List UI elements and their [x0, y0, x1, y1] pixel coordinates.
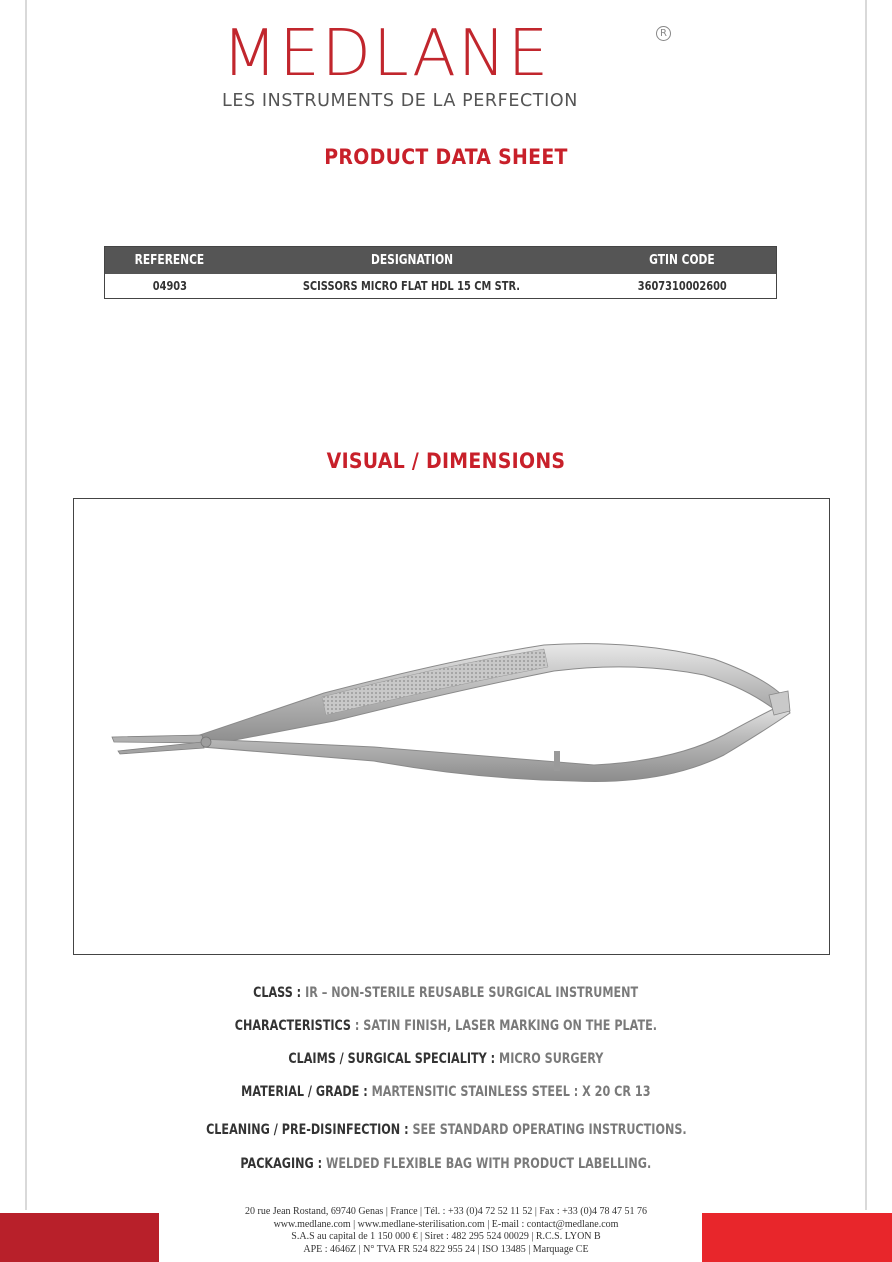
cell-designation: SCISSORS MICRO FLAT HDL 15 CM STR.	[303, 279, 521, 293]
medlane-logo	[222, 17, 682, 117]
header-reference: REFERENCE	[105, 247, 235, 275]
footer-address: 20 rue Jean Rostand, 69740 Genas | France | Tél. : +33 (0)4 72 52 11 52 | Fax : +33 (0)4 78 47 51 76	[245, 1206, 647, 1217]
product-visual-frame	[73, 498, 830, 955]
spec-class: CLASS : IR – NON-STERILE REUSABLE SURGICAL INSTRUMENT	[253, 985, 639, 1001]
spec-material: MATERIAL / GRADE : MARTENSITIC STAINLESS STEEL : X 20 CR 13	[241, 1084, 651, 1100]
spec-cleaning: CLEANING / PRE-DISINFECTION : SEE STANDARD OPERATING INSTRUCTIONS.	[205, 1122, 687, 1138]
header-gtin-code: GTIN CODE	[589, 247, 777, 275]
table-header-row	[105, 247, 777, 275]
spec-characteristics: CHARACTERISTICS : SATIN FINISH, LASER MARKING ON THE PLATE.	[234, 1018, 658, 1034]
logo-wordmark: MEDLANE	[222, 17, 551, 91]
footer-contact	[0, 1206, 892, 1256]
table-row	[105, 274, 777, 299]
registered-mark: R	[656, 26, 671, 41]
footer-company-info: S.A.S au capital de 1 150 000 € | Siret : 482 295 524 00029 | R.C.S. LYON B	[291, 1231, 601, 1242]
spec-claims: CLAIMS / SURGICAL SPECIALITY : MICRO SURGERY	[288, 1051, 604, 1067]
footer-registration: APE : 4646Z | N° TVA FR 524 822 955 24 | ISO 13485 | Marquage CE	[303, 1243, 589, 1255]
logo-tagline: LES INSTRUMENTS DE LA PERFECTION	[222, 91, 578, 111]
spec-packaging: PACKAGING : WELDED FLEXIBLE BAG WITH PRODUCT LABELLING.	[240, 1156, 652, 1172]
reference-table	[104, 246, 777, 299]
product-data-sheet-title: PRODUCT DATA SHEET	[324, 145, 568, 169]
micro-scissors-image	[74, 499, 831, 956]
header-designation: DESIGNATION	[235, 247, 589, 275]
cell-gtin-code: 3607310002600	[637, 279, 727, 293]
footer-websites: www.medlane.com | www.medlane-sterilisation.com | E-mail : contact@medlane.com	[273, 1218, 619, 1230]
visual-dimensions-title: VISUAL / DIMENSIONS	[326, 449, 566, 473]
cell-reference: 04903	[152, 279, 187, 293]
